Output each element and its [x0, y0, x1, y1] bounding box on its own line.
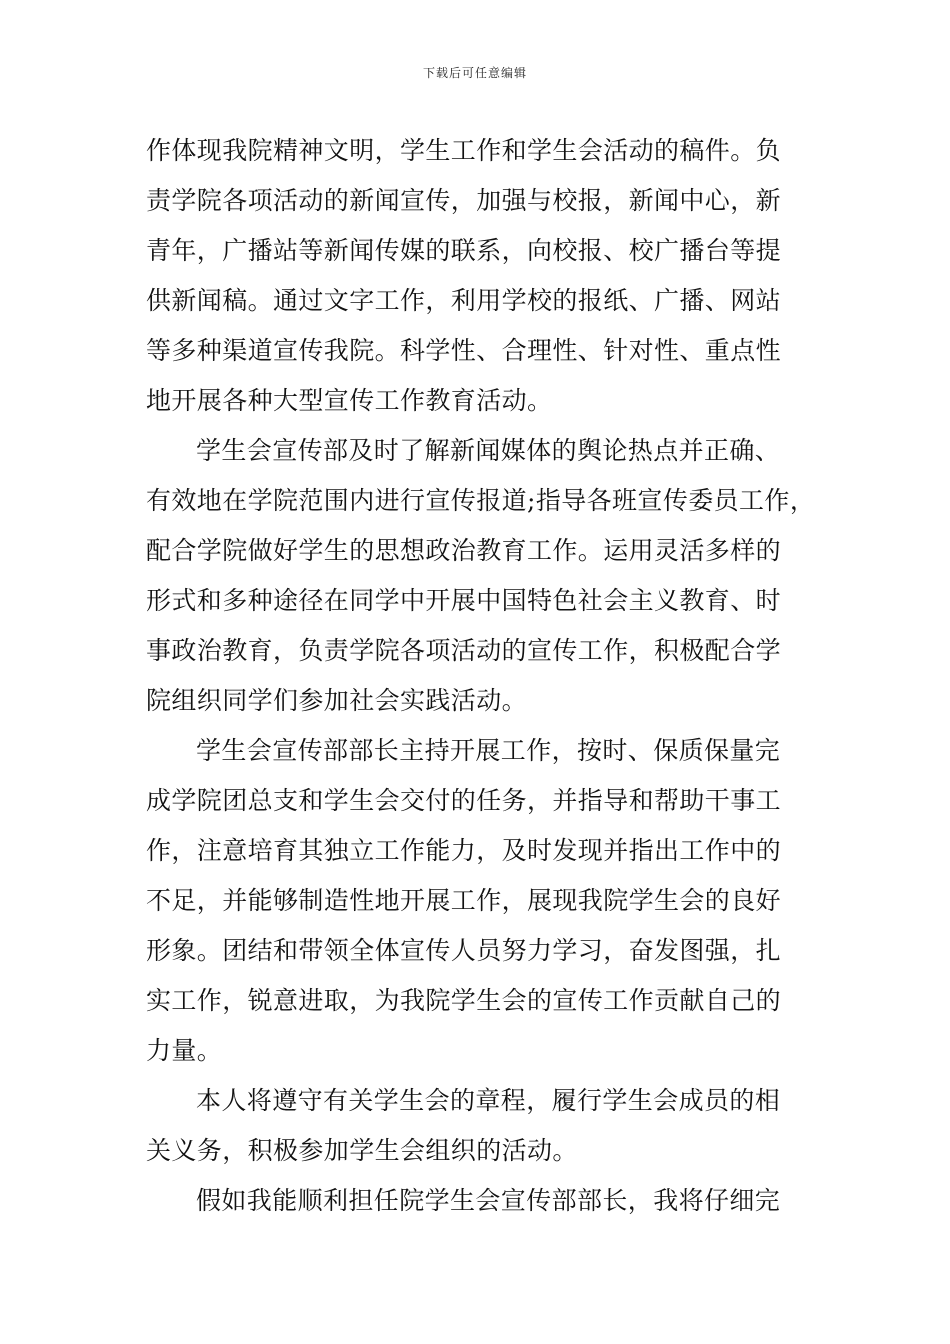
text-line: 地开展各种大型宣传工作教育活动。 — [146, 386, 553, 415]
text-line: 力量。 — [146, 1036, 223, 1065]
text-line: 供新闻稿。通过文字工作，利用学校的报纸、广播、网站 — [146, 286, 782, 315]
paragraph — [146, 726, 816, 1076]
text-line: 院组织同学们参加社会实践活动。 — [146, 686, 528, 715]
text-line: 假如我能顺利担任院学生会宣传部部长，我将仔细完 — [196, 1186, 781, 1215]
text-line: 学生会宣传部部长主持开展工作，按时、保质保量完 — [196, 736, 781, 765]
text-line: 成学院团总支和学生会交付的任务，并指导和帮助干事工 — [146, 786, 782, 815]
text-line: 形式和多种途径在同学中开展中国特色社会主义教育、时 — [146, 586, 782, 615]
text-line: 作，注意培育其独立工作能力，及时发现并指出工作中的 — [146, 836, 782, 865]
text-line: 作体现我院精神文明，学生工作和学生会活动的稿件。负 — [146, 136, 782, 165]
text-line: 责学院各项活动的新闻宣传，加强与校报，新闻中心，新 — [146, 186, 782, 215]
text-line: 青年，广播站等新闻传媒的联系，向校报、校广播台等提 — [146, 236, 782, 265]
body-text — [146, 126, 816, 1226]
text-line: 事政治教育，负责学院各项活动的宣传工作，积极配合学 — [146, 636, 782, 665]
paragraph — [146, 1076, 816, 1176]
text-line: 等多种渠道宣传我院。科学性、合理性、针对性、重点性 — [146, 336, 782, 365]
text-line: 学生会宣传部及时了解新闻媒体的舆论热点并正确、 — [196, 436, 781, 465]
text-line: 有效地在学院范围内进行宣传报道;指导各班宣传委员工作， — [146, 486, 816, 515]
paragraph — [146, 126, 816, 426]
page-header: 下载后可任意编辑 — [422, 66, 527, 80]
paragraph — [146, 426, 816, 726]
text-line: 实工作，锐意进取，为我院学生会的宣传工作贡献自己的 — [146, 986, 782, 1015]
text-line: 本人将遵守有关学生会的章程，履行学生会成员的相 — [196, 1086, 781, 1115]
paragraph — [146, 1176, 816, 1226]
text-line: 关义务，积极参加学生会组织的活动。 — [146, 1136, 578, 1165]
text-line: 形象。团结和带领全体宣传人员努力学习，奋发图强，扎 — [146, 936, 782, 965]
text-line: 不足，并能够制造性地开展工作，展现我院学生会的良好 — [146, 886, 782, 915]
text-line: 配合学院做好学生的思想政治教育工作。运用灵活多样的 — [146, 536, 782, 565]
